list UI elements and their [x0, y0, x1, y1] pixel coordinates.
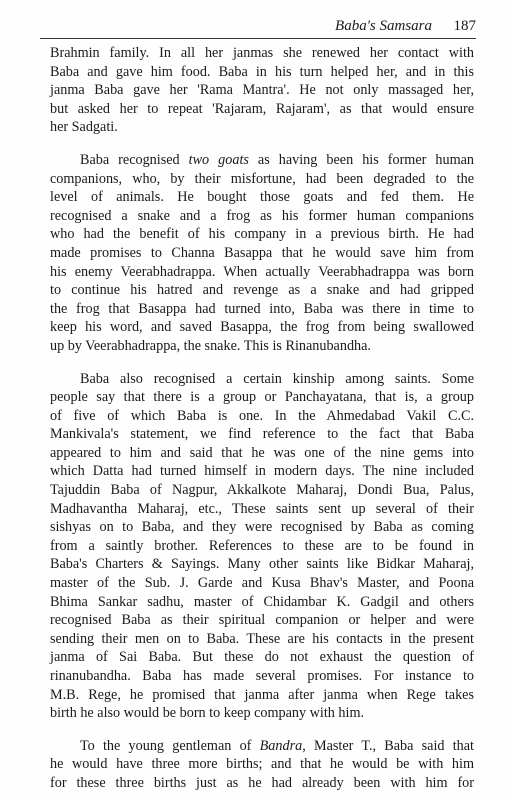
text-line: level of animals. He bought those goats and fed them. He: [50, 189, 474, 206]
text-line: rinanubandha. Baba has made several promises. For instance to: [50, 668, 474, 684]
text-fragment: as having been his former human: [248, 151, 474, 168]
text-line: Baba and gave him food. Baba in his turn helped her, and in this: [50, 63, 474, 80]
text-line: sishyas on to Baba, and they were recognised by Baba as coming: [50, 519, 474, 536]
text-line: for these three births just as he had already been with him for: [50, 774, 474, 791]
running-header: [40, 16, 476, 39]
text-line: Baba's Charters & Sayings. Many other saints like Bidkar Maharaj,: [50, 556, 474, 573]
text-line: keep his word, and saved Basappa, the frog from being swallowed: [50, 319, 474, 336]
text-line: of five of which Baba is one. In the Ahmedabad Vakil C.C.: [50, 407, 474, 424]
text-line: but asked her to repeat 'Rajaram, Rajaram', as that would ensure: [50, 100, 474, 117]
text-line: from a saintly brother. References to these are to be found in: [50, 537, 474, 554]
text-line: Baba also recognised a certain kinship among saints. Some: [80, 370, 474, 387]
body-text: [50, 44, 474, 793]
text-line: Madhavantha Maharaj, etc., These saints sent up several of their: [50, 500, 474, 517]
text-line: Bhima Sankar sadhu, master of Chidambar K. Gadgil and others: [50, 593, 474, 610]
text-line: up by Veerabhadrappa, the snake. This is Rinanubandha.: [50, 337, 371, 354]
paragraph-3: [50, 370, 474, 723]
text-line: which Datta had turned himself in modern days. The nine included: [50, 463, 474, 480]
text-line: Mankivala's statement, we find reference to the fact that Baba: [50, 426, 474, 443]
text-line: birth he also would be born to keep company with him.: [50, 705, 365, 722]
text-line: janma Baba gave her 'Rama Mantra'. He not only massaged her,: [50, 82, 474, 99]
text-line: janma of Sai Baba. But these do not exhaust the question of: [50, 649, 474, 666]
paragraph-4: [50, 737, 474, 793]
text-line: recognised Baba as their spiritual companion or helper and were: [50, 612, 474, 629]
text-line: Tajuddin Baba of Nagpur, Akkalkote Maharaj, Dondi Bua, Palus,: [50, 482, 474, 499]
text-line: made promises to Channa Basappa that he would save him from: [50, 244, 474, 261]
text-line: [50, 151, 474, 170]
text-line: his enemy Veerabhadrappa. When actually Veerabhadrappa was born: [50, 263, 474, 280]
text-line: [50, 737, 474, 756]
text-line: the frog that Basappa had turned into, Baba was there in time to: [50, 300, 474, 317]
text-line: master of the Sub. J. Garde and Kusa Bhav's Master, and Poona: [50, 575, 474, 592]
text-line: M.B. Rege, he promised that janma after janma when Rege takes: [50, 686, 474, 703]
text-line: who had the benefit of his company in a previous birth. He had: [50, 226, 474, 243]
text-line: Brahmin family. In all her janmas she renewed her contact with: [50, 45, 474, 61]
text-line: recognised a snake and a frog as his former human companions: [50, 207, 474, 224]
text-line: to continue his hatred and revenge as a snake and had gripped: [50, 282, 474, 299]
text-fragment: To the young gentleman of: [80, 737, 260, 754]
text-line: people say that there is a group or Panchayatana, that is, a group: [50, 389, 474, 406]
paragraph-2: [50, 151, 474, 356]
text-line: her Sadgati.: [50, 119, 118, 136]
text-fragment: Baba recognised: [80, 151, 189, 168]
italic-phrase: two goats: [188, 151, 249, 168]
page-number: 187: [453, 18, 476, 34]
italic-phrase: Bandra,: [259, 737, 306, 754]
text-fragment: Master T., Baba said that: [305, 737, 474, 754]
running-header-title: Baba's Samsara: [335, 18, 432, 34]
text-line: he would have three more births; and that he would be with him: [50, 756, 474, 773]
text-line: companions, who, by their misfortune, had been degraded to the: [50, 170, 474, 187]
paragraph-1: [50, 44, 474, 137]
text-line: appeared to him and said that he was one of the nine gems into: [50, 444, 474, 461]
text-line: sending their men on to Baba. These are his contacts in the present: [50, 630, 474, 647]
